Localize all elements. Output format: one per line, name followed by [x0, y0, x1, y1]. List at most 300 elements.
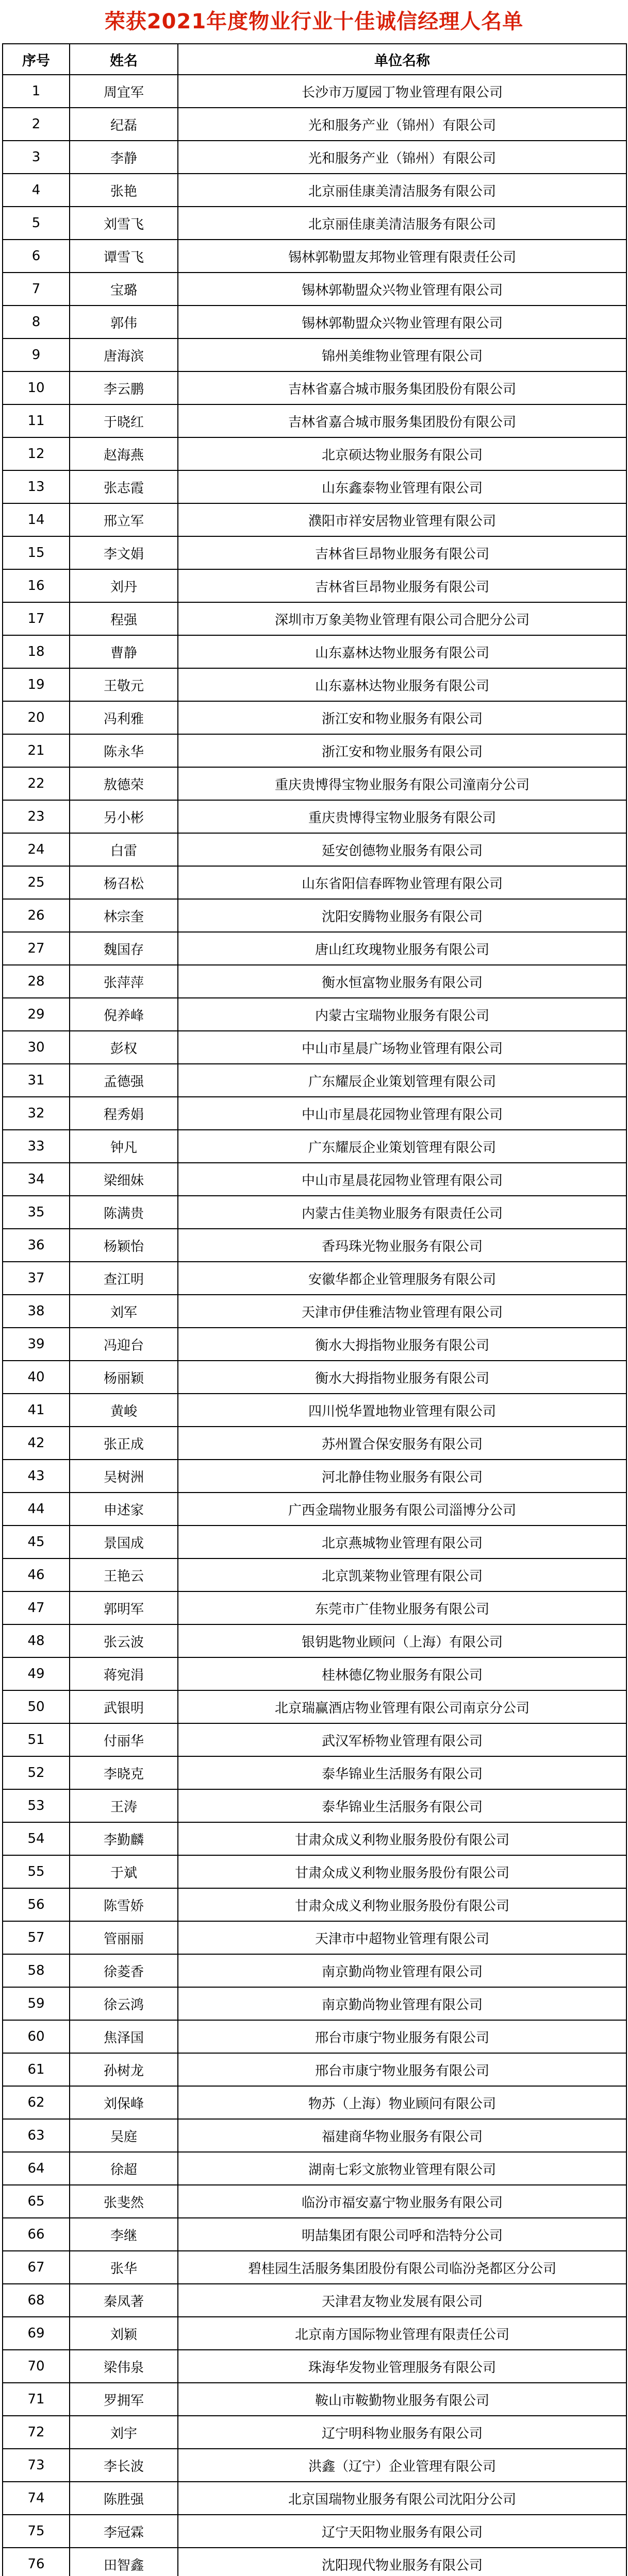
- company-name: 北京国瑞物业服务有限公司沈阳分公司: [178, 2482, 626, 2515]
- table-body: [3, 75, 626, 2576]
- company-name: 锦州美维物业管理有限公司: [178, 338, 626, 371]
- person-name: 李长波: [70, 2449, 178, 2482]
- row-number: 29: [3, 998, 70, 1031]
- person-name: 于晓红: [70, 404, 178, 437]
- row-number: 33: [3, 1130, 70, 1163]
- row-number: 18: [3, 635, 70, 668]
- company-name: 北京瑞赢酒店物业管理有限公司南京分公司: [178, 1690, 626, 1723]
- person-name: 王涛: [70, 1789, 178, 1822]
- table-row: [3, 1591, 626, 1624]
- table-row: [3, 1196, 626, 1229]
- row-number: 34: [3, 1163, 70, 1196]
- person-name: 管丽丽: [70, 1921, 178, 1954]
- table-row: [3, 1558, 626, 1591]
- row-number: 22: [3, 767, 70, 800]
- company-name: 银钥匙物业顾问（上海）有限公司: [178, 1624, 626, 1657]
- company-name: 物苏（上海）物业顾问有限公司: [178, 2086, 626, 2119]
- table-row: [3, 1394, 626, 1427]
- row-number: 50: [3, 1690, 70, 1723]
- table-row: [3, 2152, 626, 2185]
- company-name: 碧桂园生活服务集团股份有限公司临汾尧都区分公司: [178, 2251, 626, 2284]
- person-name: 王敬元: [70, 668, 178, 701]
- table-row: [3, 1130, 626, 1163]
- person-name: 李冠霖: [70, 2515, 178, 2548]
- person-name: 田智鑫: [70, 2548, 178, 2576]
- person-name: 罗拥军: [70, 2383, 178, 2416]
- company-name: 泰华锦业生活服务有限公司: [178, 1756, 626, 1789]
- table-row: [3, 1361, 626, 1394]
- table-row: [3, 800, 626, 833]
- person-name: 赵海燕: [70, 437, 178, 470]
- person-name: 孙树龙: [70, 2053, 178, 2086]
- person-name: 付丽华: [70, 1723, 178, 1756]
- table-row: [3, 437, 626, 470]
- person-name: 景国成: [70, 1526, 178, 1558]
- person-name: 魏国存: [70, 932, 178, 965]
- row-number: 9: [3, 338, 70, 371]
- person-name: 周宜军: [70, 75, 178, 108]
- table-row: [3, 767, 626, 800]
- row-number: 4: [3, 174, 70, 207]
- table-row: [3, 2350, 626, 2383]
- company-name: 北京硕达物业服务有限公司: [178, 437, 626, 470]
- table-row: [3, 371, 626, 404]
- person-name: 冯利雅: [70, 701, 178, 734]
- table-row: [3, 2053, 626, 2086]
- table-row: [3, 273, 626, 306]
- person-name: 李云鹏: [70, 371, 178, 404]
- person-name: 梁伟泉: [70, 2350, 178, 2383]
- row-number: 61: [3, 2053, 70, 2086]
- row-number: 38: [3, 1295, 70, 1328]
- table-row: [3, 207, 626, 240]
- company-name: 东莞市广佳物业服务有限公司: [178, 1591, 626, 1624]
- person-name: 吴树洲: [70, 1460, 178, 1493]
- person-name: 梁细妹: [70, 1163, 178, 1196]
- company-name: 锡林郭勒盟友邦物业管理有限责任公司: [178, 240, 626, 273]
- table-row: [3, 1064, 626, 1097]
- company-name: 苏州置合保安服务有限公司: [178, 1427, 626, 1460]
- person-name: 徐超: [70, 2152, 178, 2185]
- table-row: [3, 932, 626, 965]
- person-name: 刘颖: [70, 2317, 178, 2350]
- table-row: [3, 1262, 626, 1295]
- company-name: 吉林省嘉合城市服务集团股份有限公司: [178, 371, 626, 404]
- manager-table: [2, 43, 627, 2576]
- row-number: 20: [3, 701, 70, 734]
- person-name: 黄峻: [70, 1394, 178, 1427]
- person-name: 张萍萍: [70, 965, 178, 998]
- row-number: 43: [3, 1460, 70, 1493]
- row-number: 44: [3, 1493, 70, 1526]
- company-name: 安徽华都企业管理服务有限公司: [178, 1262, 626, 1295]
- person-name: 张正成: [70, 1427, 178, 1460]
- person-name: 陈满贵: [70, 1196, 178, 1229]
- row-number: 21: [3, 734, 70, 767]
- company-name: 浙江安和物业服务有限公司: [178, 701, 626, 734]
- person-name: 焦泽国: [70, 2020, 178, 2053]
- company-name: 山东省阳信春晖物业管理有限公司: [178, 866, 626, 899]
- company-name: 深圳市万象美物业管理有限公司合肥分公司: [178, 602, 626, 635]
- row-number: 12: [3, 437, 70, 470]
- person-name: 李静: [70, 141, 178, 174]
- row-number: 58: [3, 1954, 70, 1987]
- company-name: 甘肃众成义利物业服务股份有限公司: [178, 1822, 626, 1855]
- company-name: 广西金瑞物业服务有限公司淄博分公司: [178, 1493, 626, 1526]
- person-name: 郭伟: [70, 306, 178, 338]
- company-name: 山东鑫泰物业管理有限公司: [178, 470, 626, 503]
- header-no: 序号: [3, 44, 70, 75]
- company-name: 中山市星晨花园物业管理有限公司: [178, 1163, 626, 1196]
- table-row: [3, 2020, 626, 2053]
- person-name: 李晓克: [70, 1756, 178, 1789]
- row-number: 49: [3, 1657, 70, 1690]
- row-number: 74: [3, 2482, 70, 2515]
- person-name: 纪磊: [70, 108, 178, 141]
- row-number: 39: [3, 1328, 70, 1361]
- table-row: [3, 965, 626, 998]
- row-number: 35: [3, 1196, 70, 1229]
- table-row: [3, 1460, 626, 1493]
- person-name: 王艳云: [70, 1558, 178, 1591]
- person-name: 彭权: [70, 1031, 178, 1064]
- person-name: 倪养峰: [70, 998, 178, 1031]
- table-row: [3, 240, 626, 273]
- person-name: 徐菱香: [70, 1954, 178, 1987]
- table-row: [3, 734, 626, 767]
- row-number: 14: [3, 503, 70, 536]
- row-number: 67: [3, 2251, 70, 2284]
- row-number: 23: [3, 800, 70, 833]
- table-row: [3, 1954, 626, 1987]
- row-number: 36: [3, 1229, 70, 1262]
- table-row: [3, 2218, 626, 2251]
- person-name: 杨丽颖: [70, 1361, 178, 1394]
- company-name: 邢台市康宁物业服务有限公司: [178, 2020, 626, 2053]
- table-row: [3, 2185, 626, 2218]
- person-name: 林宗奎: [70, 899, 178, 932]
- row-number: 55: [3, 1855, 70, 1888]
- table-row: [3, 899, 626, 932]
- person-name: 陈胜强: [70, 2482, 178, 2515]
- row-number: 75: [3, 2515, 70, 2548]
- table-row: [3, 2383, 626, 2416]
- company-name: 吉林省嘉合城市服务集团股份有限公司: [178, 404, 626, 437]
- company-name: 长沙市万厦园丁物业管理有限公司: [178, 75, 626, 108]
- company-name: 泰华锦业生活服务有限公司: [178, 1789, 626, 1822]
- company-name: 北京凯莱物业管理有限公司: [178, 1558, 626, 1591]
- company-name: 中山市星晨广场物业管理有限公司: [178, 1031, 626, 1064]
- table-row: [3, 174, 626, 207]
- company-name: 天津君友物业发展有限公司: [178, 2284, 626, 2317]
- header-unit: 单位名称: [178, 44, 626, 75]
- company-name: 鞍山市鞍勤物业服务有限公司: [178, 2383, 626, 2416]
- table-row: [3, 1031, 626, 1064]
- table-row: [3, 998, 626, 1031]
- row-number: 70: [3, 2350, 70, 2383]
- table-row: [3, 1888, 626, 1921]
- person-name: 钟凡: [70, 1130, 178, 1163]
- table-row: [3, 2449, 626, 2482]
- company-name: 光和服务产业（锦州）有限公司: [178, 108, 626, 141]
- person-name: 张云波: [70, 1624, 178, 1657]
- row-number: 24: [3, 833, 70, 866]
- row-number: 57: [3, 1921, 70, 1954]
- person-name: 武银明: [70, 1690, 178, 1723]
- company-name: 辽宁明科物业服务有限公司: [178, 2416, 626, 2449]
- row-number: 30: [3, 1031, 70, 1064]
- table-row: [3, 701, 626, 734]
- row-number: 19: [3, 668, 70, 701]
- row-number: 59: [3, 1987, 70, 2020]
- row-number: 63: [3, 2119, 70, 2152]
- person-name: 程强: [70, 602, 178, 635]
- company-name: 洪鑫（辽宁）企业管理有限公司: [178, 2449, 626, 2482]
- table-row: [3, 1789, 626, 1822]
- table-row: [3, 1295, 626, 1328]
- row-number: 11: [3, 404, 70, 437]
- row-number: 72: [3, 2416, 70, 2449]
- row-number: 16: [3, 569, 70, 602]
- company-name: 光和服务产业（锦州）有限公司: [178, 141, 626, 174]
- row-number: 53: [3, 1789, 70, 1822]
- person-name: 李文娟: [70, 536, 178, 569]
- row-number: 17: [3, 602, 70, 635]
- person-name: 敖德荣: [70, 767, 178, 800]
- row-number: 26: [3, 899, 70, 932]
- company-name: 湖南七彩文旅物业管理有限公司: [178, 2152, 626, 2185]
- company-name: 浙江安和物业服务有限公司: [178, 734, 626, 767]
- table-row: [3, 1229, 626, 1262]
- row-number: 68: [3, 2284, 70, 2317]
- company-name: 内蒙古宝瑞物业服务有限公司: [178, 998, 626, 1031]
- person-name: 张志霞: [70, 470, 178, 503]
- table-row: [3, 2515, 626, 2548]
- company-name: 北京南方国际物业管理有限责任公司: [178, 2317, 626, 2350]
- row-number: 54: [3, 1822, 70, 1855]
- company-name: 邢台市康宁物业服务有限公司: [178, 2053, 626, 2086]
- company-name: 珠海华发物业管理服务有限公司: [178, 2350, 626, 2383]
- row-number: 52: [3, 1756, 70, 1789]
- table-row: [3, 1493, 626, 1526]
- list-title: 荣获2021年度物业行业十佳诚信经理人名单: [104, 10, 524, 33]
- header-row: [3, 44, 626, 75]
- person-name: 张华: [70, 2251, 178, 2284]
- person-name: 查江明: [70, 1262, 178, 1295]
- row-number: 65: [3, 2185, 70, 2218]
- person-name: 于斌: [70, 1855, 178, 1888]
- person-name: 张艳: [70, 174, 178, 207]
- person-name: 另小彬: [70, 800, 178, 833]
- person-name: 李继: [70, 2218, 178, 2251]
- person-name: 张斐然: [70, 2185, 178, 2218]
- row-number: 71: [3, 2383, 70, 2416]
- company-name: 甘肃众成义利物业服务股份有限公司: [178, 1888, 626, 1921]
- person-name: 申述家: [70, 1493, 178, 1526]
- row-number: 51: [3, 1723, 70, 1756]
- person-name: 秦凤著: [70, 2284, 178, 2317]
- person-name: 孟德强: [70, 1064, 178, 1097]
- row-number: 3: [3, 141, 70, 174]
- row-number: 40: [3, 1361, 70, 1394]
- company-name: 北京丽佳康美清洁服务有限公司: [178, 207, 626, 240]
- table-row: [3, 2482, 626, 2515]
- person-name: 白雷: [70, 833, 178, 866]
- table-row: [3, 569, 626, 602]
- company-name: 天津市中超物业管理有限公司: [178, 1921, 626, 1954]
- row-number: 37: [3, 1262, 70, 1295]
- table-row: [3, 2086, 626, 2119]
- row-number: 41: [3, 1394, 70, 1427]
- company-name: 北京丽佳康美清洁服务有限公司: [178, 174, 626, 207]
- row-number: 76: [3, 2548, 70, 2576]
- table-row: [3, 1855, 626, 1888]
- company-name: 天津市伊佳雅洁物业管理有限公司: [178, 1295, 626, 1328]
- company-name: 北京燕城物业管理有限公司: [178, 1526, 626, 1558]
- person-name: 陈永华: [70, 734, 178, 767]
- row-number: 56: [3, 1888, 70, 1921]
- company-name: 甘肃众成义利物业服务股份有限公司: [178, 1855, 626, 1888]
- company-name: 沈阳现代物业服务有限公司: [178, 2548, 626, 2576]
- table-row: [3, 75, 626, 108]
- person-name: 程秀娟: [70, 1097, 178, 1130]
- table-row: [3, 2317, 626, 2350]
- row-number: 66: [3, 2218, 70, 2251]
- person-name: 唐海滨: [70, 338, 178, 371]
- table-row: [3, 404, 626, 437]
- company-name: 濮阳市祥安居物业管理有限公司: [178, 503, 626, 536]
- table-row: [3, 141, 626, 174]
- company-name: 锡林郭勒盟众兴物业管理有限公司: [178, 306, 626, 338]
- table-row: [3, 2284, 626, 2317]
- row-number: 7: [3, 273, 70, 306]
- table-row: [3, 108, 626, 141]
- table-row: [3, 635, 626, 668]
- person-name: 冯迎台: [70, 1328, 178, 1361]
- row-number: 8: [3, 306, 70, 338]
- person-name: 谭雪飞: [70, 240, 178, 273]
- company-name: 明喆集团有限公司呼和浩特分公司: [178, 2218, 626, 2251]
- company-name: 南京勤尚物业管理有限公司: [178, 1987, 626, 2020]
- row-number: 60: [3, 2020, 70, 2053]
- company-name: 广东耀辰企业策划管理有限公司: [178, 1130, 626, 1163]
- person-name: 曹静: [70, 635, 178, 668]
- table-row: [3, 2548, 626, 2576]
- row-number: 62: [3, 2086, 70, 2119]
- company-name: 重庆贵博得宝物业服务有限公司: [178, 800, 626, 833]
- row-number: 32: [3, 1097, 70, 1130]
- person-name: 郭明军: [70, 1591, 178, 1624]
- company-name: 吉林省巨昂物业服务有限公司: [178, 536, 626, 569]
- table-row: [3, 866, 626, 899]
- row-number: 10: [3, 371, 70, 404]
- company-name: 衡水大拇指物业服务有限公司: [178, 1328, 626, 1361]
- row-number: 25: [3, 866, 70, 899]
- table-row: [3, 2119, 626, 2152]
- table-row: [3, 470, 626, 503]
- table-row: [3, 503, 626, 536]
- row-number: 47: [3, 1591, 70, 1624]
- table-row: [3, 602, 626, 635]
- company-name: 唐山红玫瑰物业服务有限公司: [178, 932, 626, 965]
- row-number: 69: [3, 2317, 70, 2350]
- table-row: [3, 1690, 626, 1723]
- person-name: 宝璐: [70, 273, 178, 306]
- row-number: 27: [3, 932, 70, 965]
- person-name: 杨召松: [70, 866, 178, 899]
- company-name: 辽宁天阳物业服务有限公司: [178, 2515, 626, 2548]
- row-number: 42: [3, 1427, 70, 1460]
- person-name: 蒋宛涓: [70, 1657, 178, 1690]
- table-row: [3, 1921, 626, 1954]
- person-name: 邢立军: [70, 503, 178, 536]
- table-row: [3, 536, 626, 569]
- person-name: 刘丹: [70, 569, 178, 602]
- company-name: 山东嘉林达物业服务有限公司: [178, 635, 626, 668]
- table-row: [3, 1723, 626, 1756]
- header-name: 姓名: [70, 44, 178, 75]
- table-row: [3, 1427, 626, 1460]
- table-row: [3, 1624, 626, 1657]
- table-row: [3, 338, 626, 371]
- person-name: 刘雪飞: [70, 207, 178, 240]
- table-row: [3, 833, 626, 866]
- company-name: 福建商华物业服务有限公司: [178, 2119, 626, 2152]
- person-name: 刘军: [70, 1295, 178, 1328]
- row-number: 73: [3, 2449, 70, 2482]
- person-name: 徐云鸿: [70, 1987, 178, 2020]
- company-name: 香玛珠光物业服务有限公司: [178, 1229, 626, 1262]
- company-name: 临汾市福安嘉宁物业服务有限公司: [178, 2185, 626, 2218]
- table-row: [3, 668, 626, 701]
- company-name: 山东嘉林达物业服务有限公司: [178, 668, 626, 701]
- person-name: 杨颖怡: [70, 1229, 178, 1262]
- row-number: 2: [3, 108, 70, 141]
- row-number: 31: [3, 1064, 70, 1097]
- row-number: 46: [3, 1558, 70, 1591]
- row-number: 64: [3, 2152, 70, 2185]
- table-row: [3, 1328, 626, 1361]
- company-name: 武汉军桥物业管理有限公司: [178, 1723, 626, 1756]
- table-row: [3, 1097, 626, 1130]
- company-name: 衡水恒富物业服务有限公司: [178, 965, 626, 998]
- company-name: 广东耀辰企业策划管理有限公司: [178, 1064, 626, 1097]
- table-row: [3, 1987, 626, 2020]
- row-number: 6: [3, 240, 70, 273]
- row-number: 28: [3, 965, 70, 998]
- company-name: 衡水大拇指物业服务有限公司: [178, 1361, 626, 1394]
- table-row: [3, 1657, 626, 1690]
- row-number: 13: [3, 470, 70, 503]
- person-name: 陈雪娇: [70, 1888, 178, 1921]
- table-row: [3, 1526, 626, 1558]
- table-row: [3, 2251, 626, 2284]
- company-name: 中山市星晨花园物业管理有限公司: [178, 1097, 626, 1130]
- table-row: [3, 306, 626, 338]
- company-name: 南京勤尚物业管理有限公司: [178, 1954, 626, 1987]
- row-number: 15: [3, 536, 70, 569]
- company-name: 四川悦华置地物业管理有限公司: [178, 1394, 626, 1427]
- company-name: 锡林郭勒盟众兴物业管理有限公司: [178, 273, 626, 306]
- company-name: 桂林德亿物业服务有限公司: [178, 1657, 626, 1690]
- person-name: 李勤麟: [70, 1822, 178, 1855]
- company-name: 吉林省巨昂物业服务有限公司: [178, 569, 626, 602]
- person-name: 刘保峰: [70, 2086, 178, 2119]
- company-name: 内蒙古佳美物业服务有限责任公司: [178, 1196, 626, 1229]
- row-number: 5: [3, 207, 70, 240]
- table-row: [3, 1756, 626, 1789]
- row-number: 48: [3, 1624, 70, 1657]
